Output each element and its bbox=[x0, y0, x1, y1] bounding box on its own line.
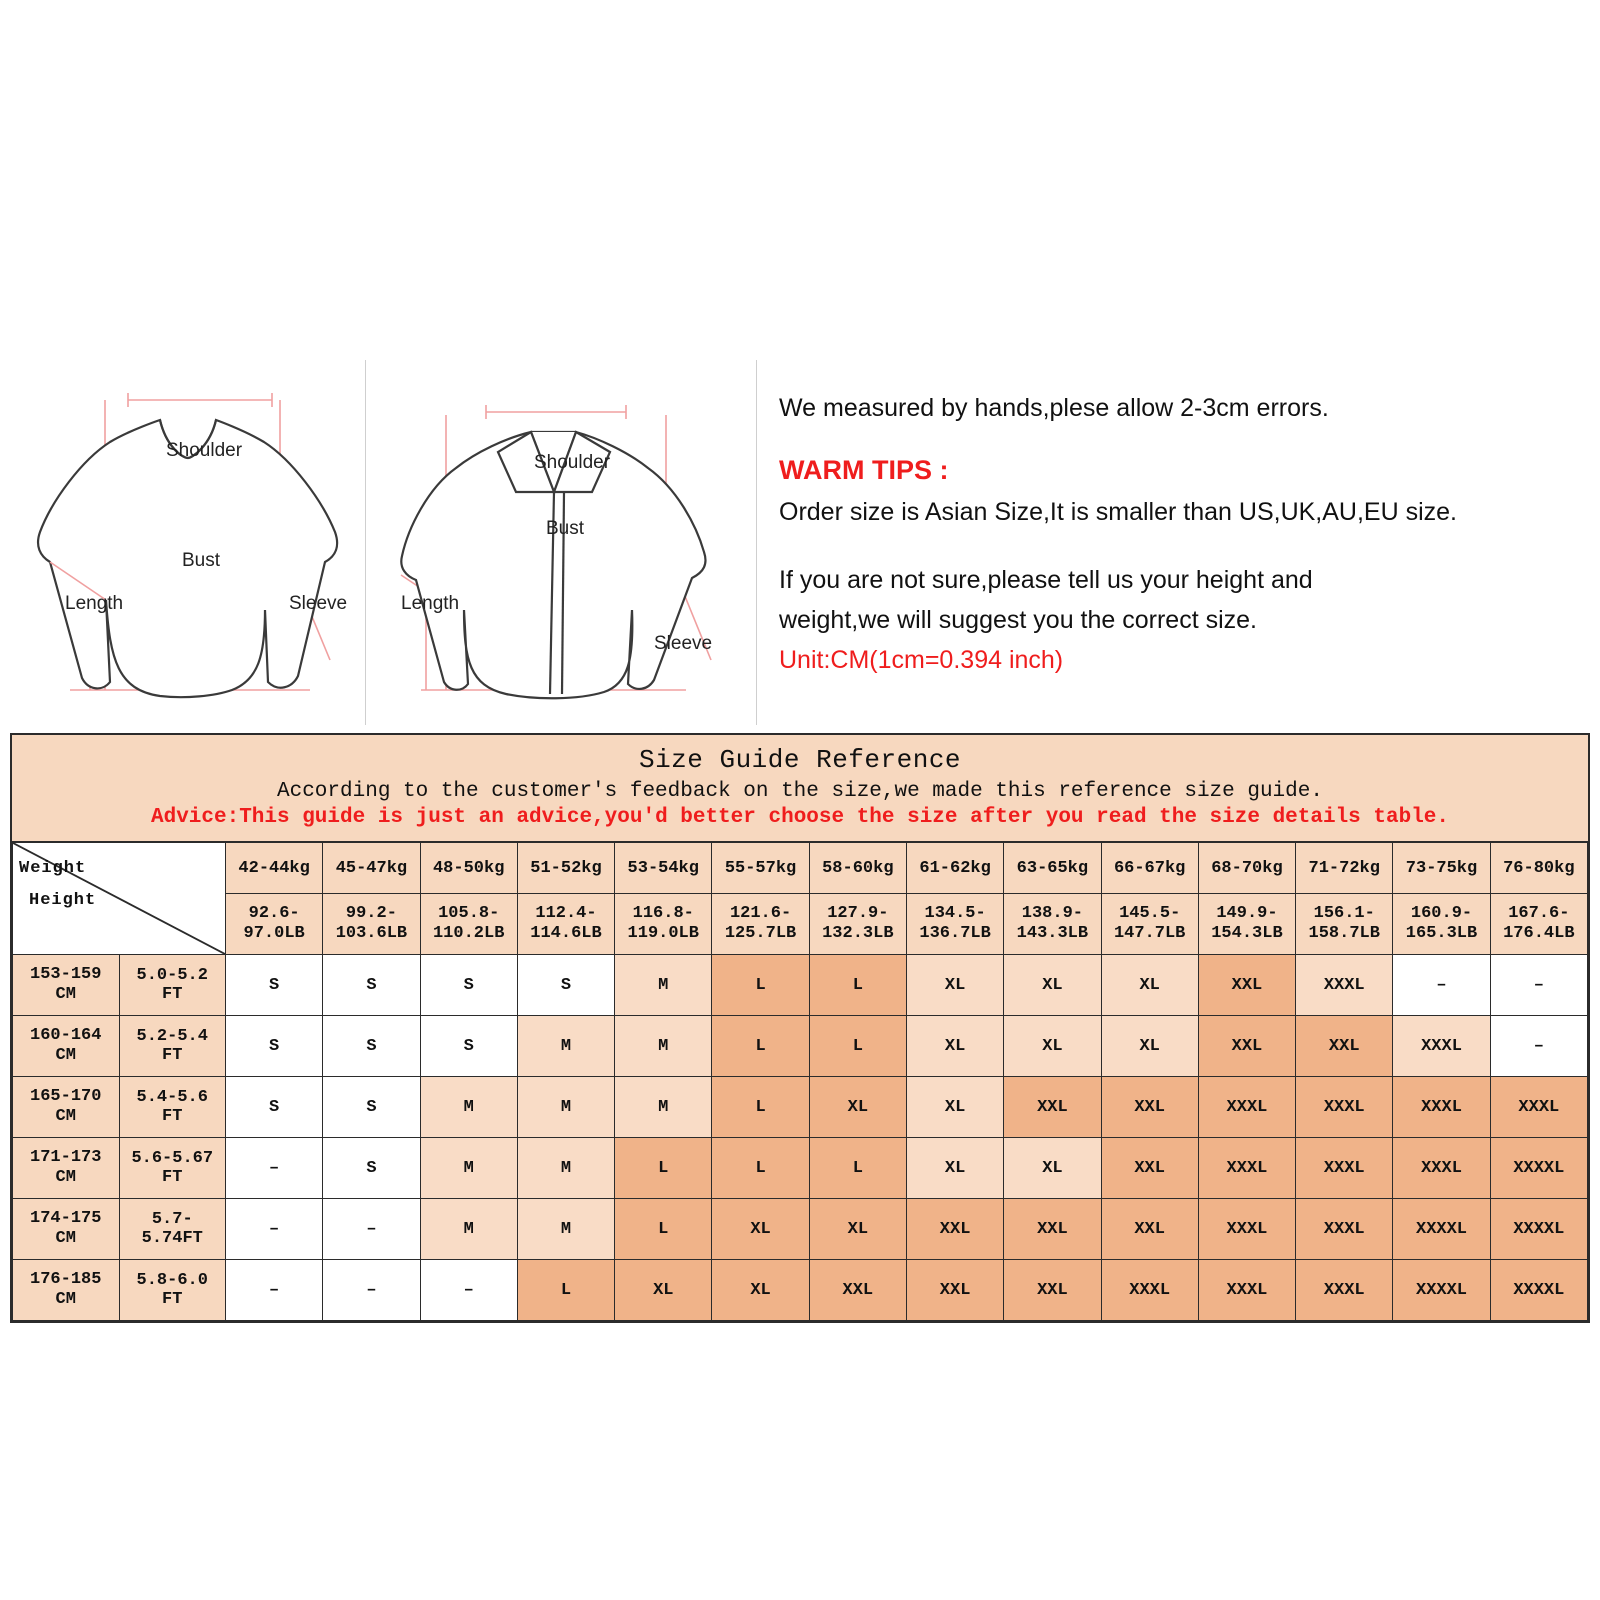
size-cell: XXXL bbox=[1296, 955, 1393, 1016]
tips-contact-2: weight,we will suggest you the correct size. bbox=[779, 606, 1257, 634]
size-cell: XXL bbox=[1004, 1260, 1101, 1321]
size-cell: XL bbox=[906, 1016, 1003, 1077]
size-cell: S bbox=[323, 1138, 420, 1199]
size-cell: XXXL bbox=[1490, 1077, 1587, 1138]
size-cell: XXL bbox=[1101, 1138, 1198, 1199]
weight-lb-header: 160.9- 165.3LB bbox=[1393, 894, 1490, 955]
size-cell: S bbox=[420, 955, 517, 1016]
size-cell: XL bbox=[615, 1260, 712, 1321]
table-row bbox=[13, 955, 1588, 1016]
size-cell: XXXXL bbox=[1490, 1199, 1587, 1260]
size-cell: XL bbox=[809, 1077, 906, 1138]
size-cell: XXXL bbox=[1393, 1138, 1490, 1199]
size-cell: XXXL bbox=[1296, 1077, 1393, 1138]
label-sleeve: Sleeve bbox=[654, 633, 713, 654]
tips-asian-size: Order size is Asian Size,It is smaller than US,UK,AU,EU size. bbox=[779, 498, 1457, 526]
height-cm-cell: 176-185 CM bbox=[13, 1260, 120, 1321]
tips-measure-note: We measured by hands,plese allow 2-3cm errors. bbox=[779, 394, 1329, 422]
size-cell: XL bbox=[809, 1199, 906, 1260]
weight-lb-header: 156.1- 158.7LB bbox=[1296, 894, 1393, 955]
size-cell: XL bbox=[906, 1138, 1003, 1199]
weight-kg-header: 51-52kg bbox=[517, 843, 614, 894]
table-row bbox=[13, 1199, 1588, 1260]
size-guide-title: Size Guide Reference bbox=[638, 745, 962, 775]
size-cell: XXXXL bbox=[1393, 1260, 1490, 1321]
size-cell: S bbox=[323, 1077, 420, 1138]
size-cell: – bbox=[1490, 1016, 1587, 1077]
size-cell: S bbox=[226, 955, 323, 1016]
garment-diagram-tee bbox=[10, 360, 366, 725]
weight-kg-header: 61-62kg bbox=[906, 843, 1003, 894]
size-cell: XXL bbox=[1004, 1077, 1101, 1138]
size-cell: XXL bbox=[906, 1260, 1003, 1321]
weight-kg-header: 63-65kg bbox=[1004, 843, 1101, 894]
weight-height-corner-cell bbox=[13, 843, 226, 955]
table-row bbox=[13, 1016, 1588, 1077]
size-cell: XXL bbox=[1198, 1016, 1295, 1077]
tips-spacer bbox=[779, 532, 1570, 560]
height-ft-cell: 5.8-6.0 FT bbox=[119, 1260, 226, 1321]
corner-weight-label: Weight bbox=[19, 859, 87, 878]
size-cell: S bbox=[323, 955, 420, 1016]
size-cell: XXL bbox=[906, 1199, 1003, 1260]
size-cell: XXL bbox=[1101, 1199, 1198, 1260]
size-cell: – bbox=[323, 1260, 420, 1321]
weight-kg-header: 42-44kg bbox=[226, 843, 323, 894]
weight-kg-header: 71-72kg bbox=[1296, 843, 1393, 894]
label-shoulder: Shoulder bbox=[166, 440, 243, 461]
size-cell: XXXL bbox=[1296, 1138, 1393, 1199]
size-cell: XL bbox=[906, 955, 1003, 1016]
weight-lb-header: 167.6- 176.4LB bbox=[1490, 894, 1587, 955]
size-cell: XL bbox=[1101, 1016, 1198, 1077]
size-cell: L bbox=[712, 1138, 809, 1199]
size-cell: – bbox=[420, 1260, 517, 1321]
size-cell: XXXL bbox=[1198, 1077, 1295, 1138]
size-cell: XXL bbox=[1101, 1077, 1198, 1138]
size-cell: – bbox=[226, 1260, 323, 1321]
size-cell: XL bbox=[712, 1199, 809, 1260]
label-bust: Bust bbox=[546, 518, 585, 539]
size-cell: L bbox=[615, 1199, 712, 1260]
weight-lb-header-row bbox=[13, 894, 1588, 955]
weight-lb-header: 149.9- 154.3LB bbox=[1198, 894, 1295, 955]
size-cell: XXXXL bbox=[1490, 1260, 1587, 1321]
height-ft-cell: 5.0-5.2 FT bbox=[119, 955, 226, 1016]
size-cell: M bbox=[615, 955, 712, 1016]
weight-kg-header: 45-47kg bbox=[323, 843, 420, 894]
top-section bbox=[10, 360, 1590, 725]
tee-illustration bbox=[10, 360, 365, 725]
size-cell: XL bbox=[906, 1077, 1003, 1138]
size-cell: XXXL bbox=[1101, 1260, 1198, 1321]
size-cell: S bbox=[226, 1077, 323, 1138]
garment-diagram-shirt bbox=[366, 360, 757, 725]
size-cell: XXXL bbox=[1393, 1016, 1490, 1077]
label-sleeve: Sleeve bbox=[289, 593, 348, 614]
size-cell: S bbox=[420, 1016, 517, 1077]
weight-kg-header: 48-50kg bbox=[420, 843, 517, 894]
size-cell: S bbox=[323, 1016, 420, 1077]
size-cell: L bbox=[615, 1138, 712, 1199]
size-cell: M bbox=[517, 1077, 614, 1138]
size-cell: XXL bbox=[1004, 1199, 1101, 1260]
size-guide-table-container bbox=[10, 733, 1590, 1323]
warm-tips-title: WARM TIPS : bbox=[779, 455, 949, 485]
weight-lb-header: 127.9- 132.3LB bbox=[809, 894, 906, 955]
size-cell: XL bbox=[1004, 1016, 1101, 1077]
size-cell: XXXL bbox=[1296, 1199, 1393, 1260]
size-cell: S bbox=[226, 1016, 323, 1077]
size-cell: – bbox=[1393, 955, 1490, 1016]
weight-lb-header: 116.8- 119.0LB bbox=[615, 894, 712, 955]
size-cell: L bbox=[809, 1016, 906, 1077]
size-cell: L bbox=[712, 1016, 809, 1077]
size-cell: M bbox=[615, 1016, 712, 1077]
weight-lb-header: 112.4- 114.6LB bbox=[517, 894, 614, 955]
size-cell: XXXL bbox=[1198, 1199, 1295, 1260]
height-ft-cell: 5.4-5.6 FT bbox=[119, 1077, 226, 1138]
tips-panel bbox=[757, 360, 1590, 725]
height-ft-cell: 5.2-5.4 FT bbox=[119, 1016, 226, 1077]
size-cell: XL bbox=[712, 1260, 809, 1321]
table-row bbox=[13, 1077, 1588, 1138]
height-cm-cell: 153-159 CM bbox=[13, 955, 120, 1016]
size-cell: S bbox=[517, 955, 614, 1016]
size-cell: XXL bbox=[1198, 955, 1295, 1016]
size-cell: XL bbox=[1004, 955, 1101, 1016]
weight-kg-header: 68-70kg bbox=[1198, 843, 1295, 894]
size-cell: XL bbox=[1004, 1138, 1101, 1199]
height-ft-cell: 5.6-5.67 FT bbox=[119, 1138, 226, 1199]
corner-height-label: Height bbox=[29, 891, 97, 910]
size-cell: XXL bbox=[809, 1260, 906, 1321]
size-cell: L bbox=[809, 1138, 906, 1199]
size-cell: XL bbox=[1101, 955, 1198, 1016]
weight-kg-header: 53-54kg bbox=[615, 843, 712, 894]
weight-lb-header: 92.6- 97.0LB bbox=[226, 894, 323, 955]
weight-lb-header: 138.9- 143.3LB bbox=[1004, 894, 1101, 955]
height-cm-cell: 174-175 CM bbox=[13, 1199, 120, 1260]
size-cell: L bbox=[517, 1260, 614, 1321]
size-cell: L bbox=[712, 955, 809, 1016]
height-cm-cell: 171-173 CM bbox=[13, 1138, 120, 1199]
size-cell: M bbox=[420, 1138, 517, 1199]
size-guide-subtitle: According to the customer's feedback on the size,we made this reference size guide. bbox=[277, 780, 1323, 803]
size-cell: XXXL bbox=[1198, 1260, 1295, 1321]
size-cell: M bbox=[517, 1199, 614, 1260]
height-cm-cell: 160-164 CM bbox=[13, 1016, 120, 1077]
label-shoulder: Shoulder bbox=[534, 452, 611, 473]
weight-lb-header: 134.5- 136.7LB bbox=[906, 894, 1003, 955]
size-cell: XXL bbox=[1296, 1016, 1393, 1077]
size-cell: L bbox=[712, 1077, 809, 1138]
size-cell: – bbox=[323, 1199, 420, 1260]
table-row bbox=[13, 1260, 1588, 1321]
height-ft-cell: 5.7-5.74FT bbox=[119, 1199, 226, 1260]
weight-kg-header: 76-80kg bbox=[1490, 843, 1587, 894]
size-cell: XXXL bbox=[1393, 1077, 1490, 1138]
size-cell: M bbox=[517, 1138, 614, 1199]
weight-lb-header: 105.8- 110.2LB bbox=[420, 894, 517, 955]
weight-kg-header-row bbox=[13, 843, 1588, 894]
size-cell: M bbox=[615, 1077, 712, 1138]
tips-contact-1: If you are not sure,please tell us your height and bbox=[779, 566, 1313, 594]
size-guide-advice: Advice:This guide is just an advice,you'd better choose the size after you read the size details table. bbox=[150, 806, 1449, 829]
height-cm-cell: 165-170 CM bbox=[13, 1077, 120, 1138]
weight-kg-header: 66-67kg bbox=[1101, 843, 1198, 894]
weight-lb-header: 145.5- 147.7LB bbox=[1101, 894, 1198, 955]
size-cell: – bbox=[226, 1138, 323, 1199]
size-cell: M bbox=[420, 1077, 517, 1138]
size-cell: M bbox=[420, 1199, 517, 1260]
label-length: Length bbox=[65, 593, 124, 614]
weight-kg-header: 55-57kg bbox=[712, 843, 809, 894]
size-cell: L bbox=[809, 955, 906, 1016]
label-bust: Bust bbox=[182, 550, 221, 571]
tips-unit: Unit:CM(1cm=0.394 inch) bbox=[779, 646, 1064, 674]
size-cell: – bbox=[226, 1199, 323, 1260]
size-cell: XXXL bbox=[1198, 1138, 1295, 1199]
size-cell: XXXXL bbox=[1393, 1199, 1490, 1260]
table-row bbox=[13, 1138, 1588, 1199]
weight-lb-header: 121.6- 125.7LB bbox=[712, 894, 809, 955]
size-cell: M bbox=[517, 1016, 614, 1077]
size-cell: XXXL bbox=[1296, 1260, 1393, 1321]
size-cell: XXXXL bbox=[1490, 1138, 1587, 1199]
size-cell: – bbox=[1490, 955, 1587, 1016]
size-guide-header bbox=[12, 735, 1588, 842]
label-length: Length bbox=[401, 593, 460, 614]
weight-kg-header: 58-60kg bbox=[809, 843, 906, 894]
weight-lb-header: 99.2- 103.6LB bbox=[323, 894, 420, 955]
weight-kg-header: 73-75kg bbox=[1393, 843, 1490, 894]
shirt-illustration bbox=[366, 360, 756, 725]
size-guide-table bbox=[12, 842, 1588, 1321]
size-guide-table-body bbox=[13, 843, 1588, 1321]
